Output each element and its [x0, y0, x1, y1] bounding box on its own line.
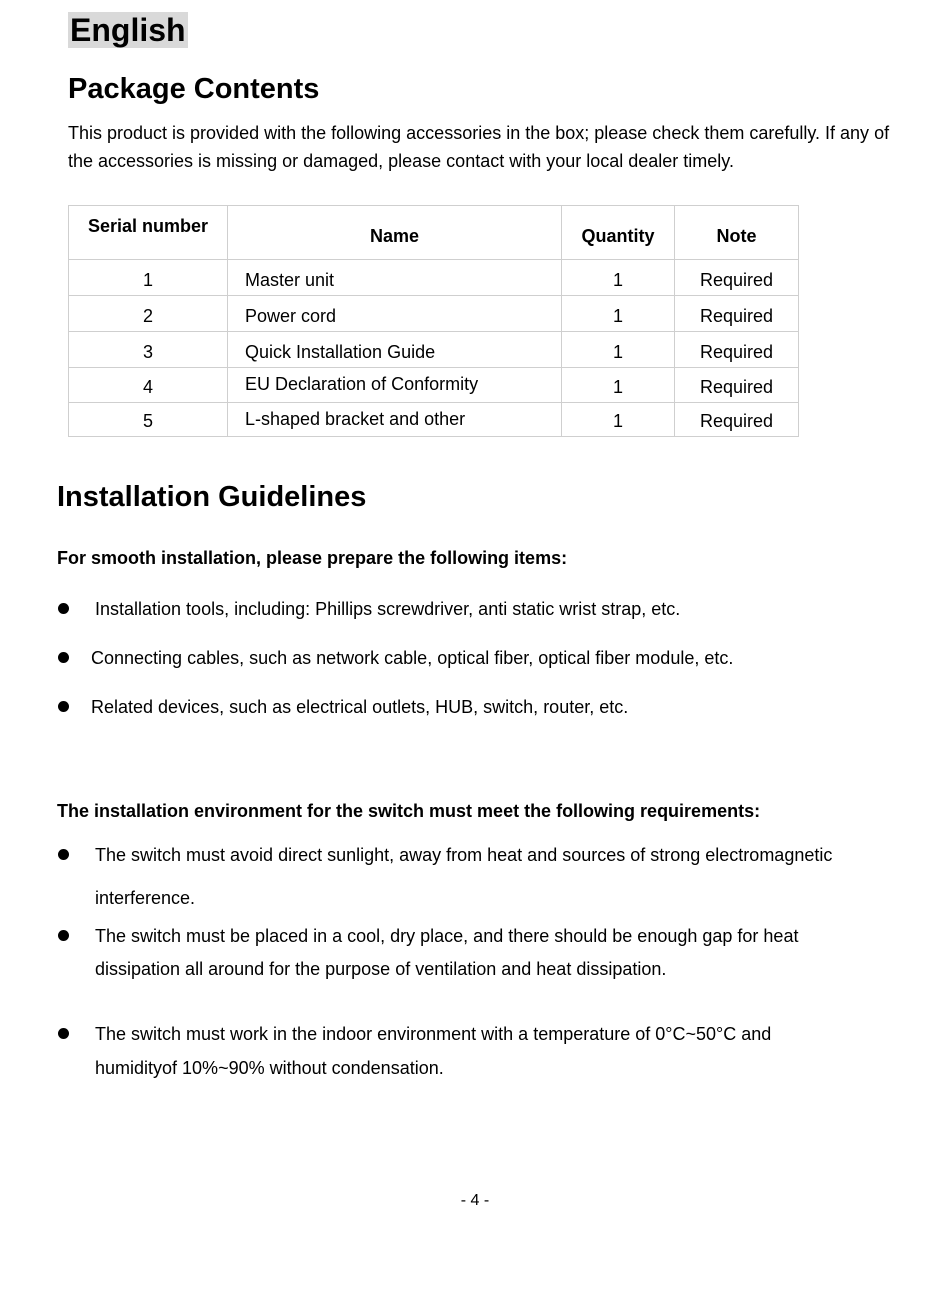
environment-item-line: The switch must avoid direct sunlight, away from heat and sources of strong electromagnetic	[95, 845, 833, 865]
table-row	[69, 332, 799, 368]
cell-name: Quick Installation Guide	[228, 332, 562, 368]
cell-serial: 4	[69, 368, 228, 403]
cell-serial: 5	[69, 403, 228, 437]
cell-note: Required	[675, 403, 799, 437]
header-quantity: Quantity	[562, 206, 675, 260]
package-intro: This product is provided with the following accessories in the box; please check them carefully. If any of the accessories is missing or damaged, please contact with your local dealer timely.	[68, 123, 890, 171]
prepare-item: Connecting cables, such as network cable, optical fiber, optical fiber module, etc.	[91, 648, 734, 668]
cell-quantity: 1	[562, 296, 675, 332]
environment-item-line: The switch must work in the indoor environment with a temperature of 0°C~50°C and	[95, 1024, 772, 1044]
cell-serial: 1	[69, 260, 228, 296]
cell-serial: 2	[69, 296, 228, 332]
environment-item-line: dissipation all around for the purpose of ventilation and heat dissipation.	[95, 959, 667, 979]
environment-item-line: interference.	[95, 888, 196, 908]
cell-quantity: 1	[562, 260, 675, 296]
package-contents-title: Package Contents	[68, 73, 320, 105]
language-label: English	[70, 12, 186, 48]
table-row	[69, 368, 799, 403]
page-number: - 4 -	[460, 1192, 490, 1209]
prepare-heading: For smooth installation, please prepare the following items:	[57, 548, 568, 568]
environment-heading: The installation environment for the switch must meet the following requirements:	[57, 801, 761, 821]
header-serial: Serial number	[69, 206, 228, 260]
bullet-icon	[58, 603, 69, 614]
prepare-item: Related devices, such as electrical outlets, HUB, switch, router, etc.	[91, 697, 629, 717]
table-header-row	[69, 206, 799, 260]
table-row	[69, 296, 799, 332]
cell-name: Power cord	[228, 296, 562, 332]
bullet-icon	[58, 930, 69, 941]
bullet-icon	[58, 701, 69, 712]
table-row	[69, 403, 799, 437]
bullet-icon	[58, 849, 69, 860]
bullet-icon	[58, 1028, 69, 1039]
environment-item-line: humidityof 10%~90% without condensation.	[95, 1058, 444, 1078]
prepare-item: Installation tools, including: Phillips screwdriver, anti static wrist strap, etc.	[95, 599, 681, 619]
bullet-icon	[58, 652, 69, 663]
cell-serial: 3	[69, 332, 228, 368]
header-note: Note	[675, 206, 799, 260]
environment-item-line: The switch must be placed in a cool, dry place, and there should be enough gap for heat	[95, 926, 799, 946]
cell-note: Required	[675, 332, 799, 368]
cell-note: Required	[675, 296, 799, 332]
table-row	[69, 260, 799, 296]
cell-quantity: 1	[562, 403, 675, 437]
cell-note: Required	[675, 260, 799, 296]
cell-name: Master unit	[228, 260, 562, 296]
installation-guidelines-title: Installation Guidelines	[57, 481, 367, 513]
cell-name: EU Declaration of Conformity	[228, 368, 562, 403]
cell-name: L-shaped bracket and other	[228, 403, 562, 437]
cell-quantity: 1	[562, 368, 675, 403]
cell-note: Required	[675, 368, 799, 403]
package-contents-table	[68, 205, 799, 437]
header-name: Name	[228, 206, 562, 260]
cell-quantity: 1	[562, 332, 675, 368]
